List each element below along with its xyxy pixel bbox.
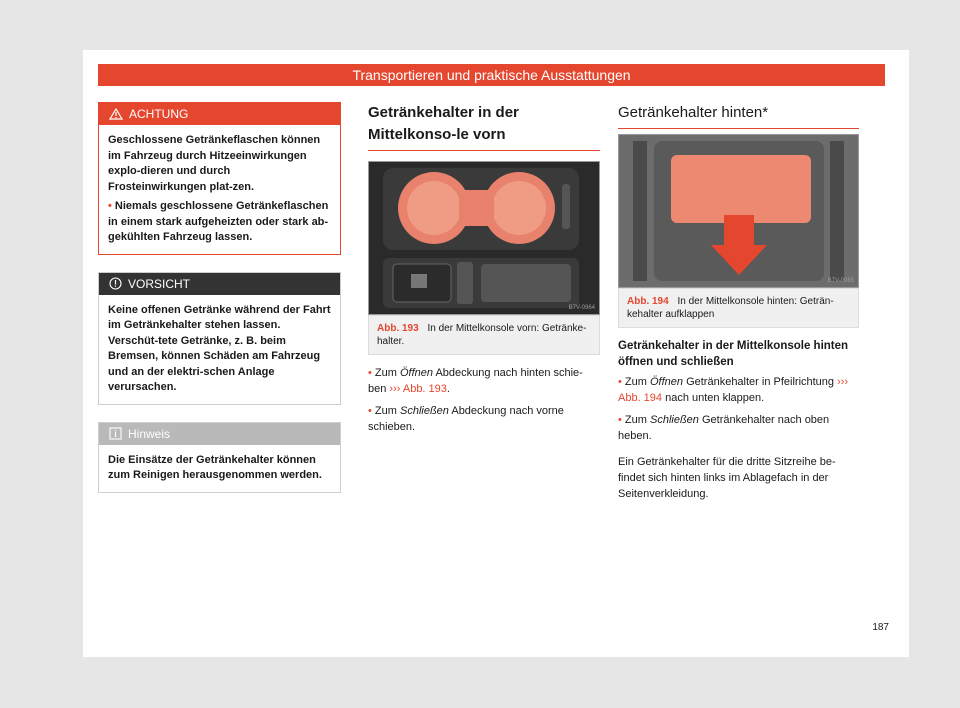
warning-text: Geschlossene Getränkeflaschen können im Fahrzeug durch Hitzeeinwirkungen explo-dieren und durch Frosteinwirkungen plat-zen. bbox=[108, 134, 321, 193]
chapter-header: Transportieren und praktische Ausstattungen bbox=[98, 64, 885, 86]
front-console-illustration bbox=[369, 162, 599, 314]
caution-circle-icon bbox=[109, 277, 122, 290]
caution-title: VORSICHT bbox=[128, 276, 191, 291]
step-close-front: • Zum Schließen Abdeckung nach vorne schieben. bbox=[368, 405, 564, 433]
column-right bbox=[618, 102, 859, 508]
manual-page bbox=[83, 50, 909, 657]
column-middle bbox=[368, 102, 600, 441]
figure-caption-rear bbox=[618, 288, 859, 328]
warning-header bbox=[99, 103, 340, 125]
subheading-rear: Getränkehalter in der Mittelkonsole hinten öffnen und schließen bbox=[618, 340, 849, 368]
figure-caption-text: In der Mittelkonsole hinten: Geträn-kehalter aufklappen bbox=[627, 296, 834, 320]
page-number: 187 bbox=[872, 622, 889, 633]
figure-code: B7V-0965 bbox=[827, 278, 854, 284]
note-header bbox=[99, 423, 340, 445]
warning-bullet-text: Niemals geschlossene Getränkeflaschen in einem stark aufgeheizten oder stark ab-gekühlten Fahrzeug lassen. bbox=[108, 200, 329, 243]
bullet-icon: • bbox=[618, 376, 622, 388]
warning-triangle-icon bbox=[109, 108, 123, 120]
figure-rear-cupholder bbox=[618, 134, 859, 288]
caution-header bbox=[99, 273, 340, 295]
warning-title: ACHTUNG bbox=[129, 107, 189, 121]
step-open-front: • Zum Öffnen Abdeckung nach hinten schie-ben ››› Abb. 193. bbox=[368, 367, 583, 395]
figure-caption-text: In der Mittelkonsole vorn: Getränke-halter. bbox=[377, 323, 587, 347]
section-title-rear: Getränkehalter hinten* bbox=[618, 102, 859, 129]
bullet-icon: • bbox=[108, 200, 112, 212]
caution-text: Keine offenen Getränke während der Fahrt im Getränkehalter stehen lassen. Verschüt-tete Getränke, z. B. beim Bremsen, können Schäden am Fahrzeug und an der elektri-schen Anlage verursachen. bbox=[108, 303, 331, 393]
rear-console-illustration bbox=[619, 135, 858, 287]
figure-number: Abb. 193 bbox=[377, 323, 419, 334]
bullet-icon: • bbox=[368, 405, 372, 417]
note-box bbox=[98, 422, 341, 493]
step-open-rear: • Zum Öffnen Getränkehalter in Pfeilrichtung ››› Abb. 194 nach unten klappen. bbox=[618, 376, 849, 404]
figure-number: Abb. 194 bbox=[627, 296, 669, 307]
step-close-rear: • Zum Schließen Getränkehalter nach oben heben. bbox=[618, 414, 830, 442]
bullet-icon: • bbox=[368, 367, 372, 379]
warning-bullet bbox=[108, 199, 331, 246]
figure-code: B7V-0964 bbox=[568, 305, 595, 311]
warning-box bbox=[98, 102, 341, 255]
figure-reference-link[interactable]: ››› Abb. 193 bbox=[389, 383, 447, 395]
caution-box bbox=[98, 272, 341, 405]
bullet-icon: • bbox=[618, 414, 622, 426]
third-row-paragraph: Ein Getränkehalter für die dritte Sitzreihe be-findet sich hinten links im Ablagefach in der Seitenverkleidung. bbox=[618, 456, 836, 500]
figure-caption-front bbox=[368, 315, 600, 355]
note-text: Die Einsätze der Getränkehalter können zum Reinigen herausgenommen werden. bbox=[108, 453, 322, 481]
column-left bbox=[98, 102, 341, 510]
figure-front-cupholder bbox=[368, 161, 600, 315]
note-title: Hinweis bbox=[128, 426, 171, 441]
info-icon bbox=[109, 427, 122, 440]
section-title-front: Getränkehalter in der Mittelkonso-le vorn bbox=[368, 102, 600, 151]
warning-body bbox=[99, 125, 340, 254]
figure-reference-link[interactable]: ››› Abb. 194 bbox=[618, 376, 849, 404]
